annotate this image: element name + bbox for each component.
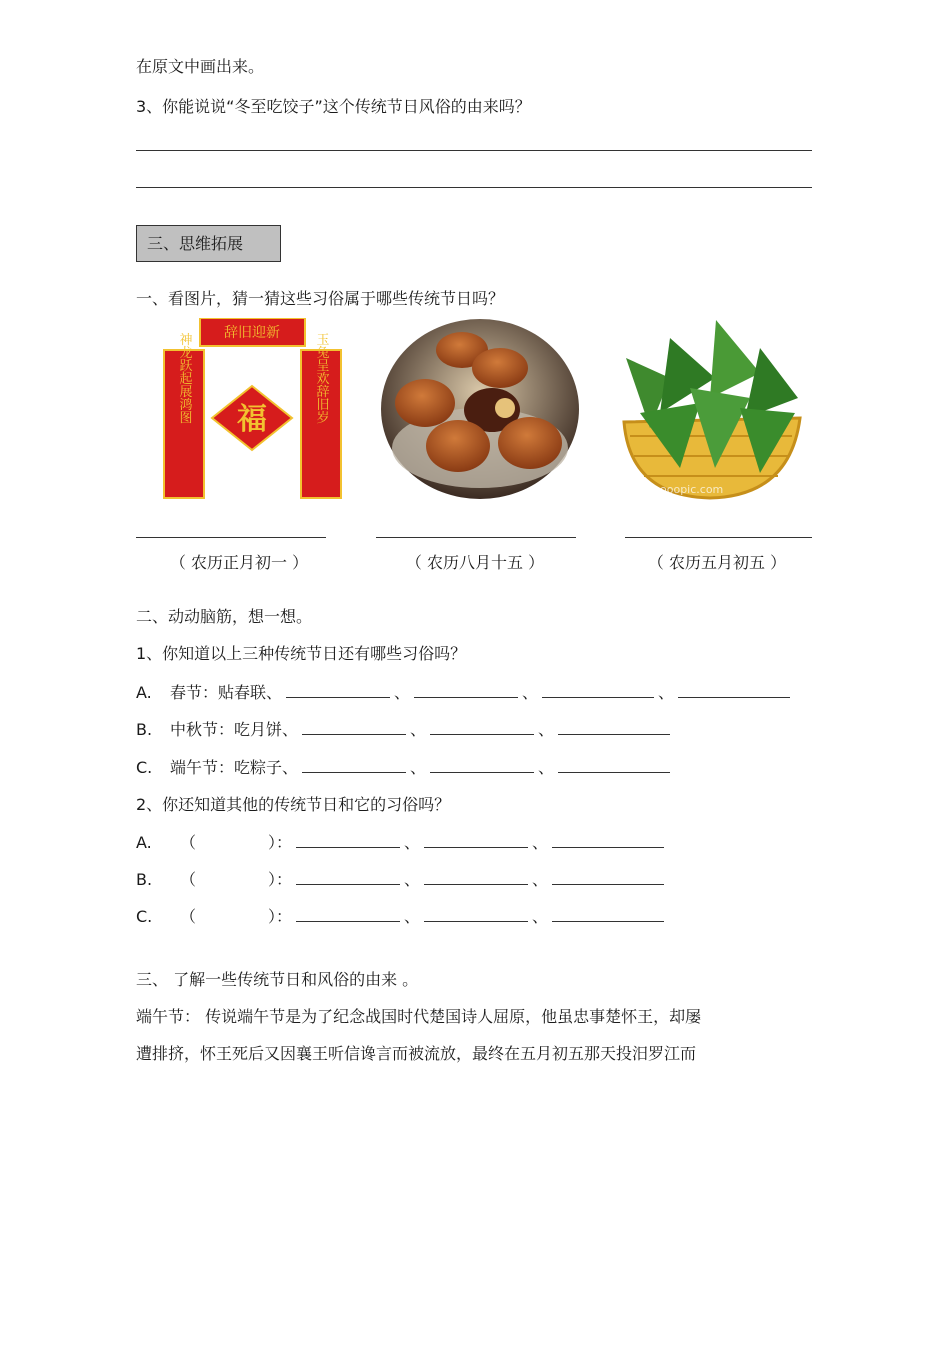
separator: 、 bbox=[538, 758, 555, 777]
blank-field[interactable] bbox=[414, 681, 518, 698]
picture2-answer-line[interactable] bbox=[376, 537, 576, 538]
separator: 、 bbox=[522, 683, 539, 702]
separator: 、 bbox=[394, 683, 411, 702]
picture3-answer: （ 农历五月初五 ） bbox=[647, 553, 787, 572]
separator: 、 bbox=[404, 833, 421, 852]
part3-title: 三、 了解一些传统节日和风俗的由来 。 bbox=[136, 970, 419, 989]
blank-field[interactable] bbox=[424, 905, 528, 922]
blank-field[interactable] bbox=[296, 868, 400, 885]
blank-field[interactable] bbox=[296, 831, 400, 848]
part3-para-line1: 端午节： 传说端午节是为了纪念战国时代楚国诗人屈原，他虽忠事楚怀王，却屡 bbox=[136, 1007, 702, 1026]
item-letter: C. bbox=[136, 907, 153, 926]
item-letter: C. bbox=[136, 758, 153, 777]
picture3-answer-line[interactable] bbox=[625, 537, 812, 538]
item-letter: A. bbox=[136, 683, 152, 702]
picture1-answer: （ 农历正月初一 ） bbox=[169, 553, 309, 572]
blank-field[interactable] bbox=[424, 831, 528, 848]
picture2-answer: （ 农历八月十五 ） bbox=[405, 553, 545, 572]
item-letter: A. bbox=[136, 833, 152, 852]
couplet-left: 神龙跃起展鸿图 bbox=[176, 332, 192, 424]
q1-item-a bbox=[136, 680, 794, 703]
close-paren: ）： bbox=[268, 907, 293, 926]
blank-field[interactable] bbox=[552, 831, 664, 848]
separator: 、 bbox=[410, 758, 427, 777]
blank-field[interactable] bbox=[430, 756, 534, 773]
watermark: ooopic.com bbox=[660, 483, 724, 496]
separator: 、 bbox=[404, 907, 421, 926]
fu-character: 福 bbox=[237, 402, 267, 437]
separator: 、 bbox=[410, 720, 427, 739]
blank-field[interactable] bbox=[552, 868, 664, 885]
section-title-box: 三、思维拓展 bbox=[136, 225, 281, 262]
open-paren: （ bbox=[180, 833, 197, 852]
close-paren: ）： bbox=[268, 833, 293, 852]
spring-couplets-image bbox=[160, 318, 344, 500]
q1-item-c bbox=[136, 755, 674, 778]
part2-q2: 2、你还知道其他的传统节日和它的习俗吗？ bbox=[136, 795, 451, 814]
answer-line-1[interactable] bbox=[136, 150, 812, 151]
q2-item-b bbox=[136, 867, 668, 890]
item-text: 中秋节：吃月饼、 bbox=[170, 720, 299, 739]
question-3: 3、你能说说“冬至吃饺子”这个传统节日风俗的由来吗？ bbox=[136, 97, 531, 116]
blank-field[interactable] bbox=[296, 905, 400, 922]
blank-field[interactable] bbox=[302, 756, 406, 773]
blank-field[interactable] bbox=[542, 681, 654, 698]
mooncakes-image bbox=[380, 318, 580, 500]
item-text: 春节：贴春联、 bbox=[170, 683, 283, 702]
item-letter: B. bbox=[136, 720, 153, 739]
open-paren: （ bbox=[180, 907, 197, 926]
blank-field[interactable] bbox=[302, 718, 406, 735]
separator: 、 bbox=[538, 720, 555, 739]
separator: 、 bbox=[532, 833, 549, 852]
separator: 、 bbox=[658, 683, 675, 702]
picture1-answer-line[interactable] bbox=[136, 537, 326, 538]
part2-title: 二、动动脑筋，想一想。 bbox=[136, 607, 313, 626]
item-letter: B. bbox=[136, 870, 153, 889]
couplet-banner: 辞旧迎新 bbox=[224, 325, 280, 341]
q1-item-b bbox=[136, 717, 674, 740]
separator: 、 bbox=[532, 870, 549, 889]
top-line: 在原文中画出来。 bbox=[136, 57, 265, 76]
close-paren: ）： bbox=[268, 870, 293, 889]
zongzi-image bbox=[620, 318, 802, 500]
blank-field[interactable] bbox=[552, 905, 664, 922]
blank-field[interactable] bbox=[678, 681, 790, 698]
blank-field[interactable] bbox=[286, 681, 390, 698]
item-text: 端午节：吃粽子、 bbox=[170, 758, 299, 777]
part3-para-line2: 遭排挤，怀王死后又因襄王听信谗言而被流放，最终在五月初五那天投汨罗江而 bbox=[136, 1044, 697, 1063]
answer-line-2[interactable] bbox=[136, 187, 812, 188]
separator: 、 bbox=[404, 870, 421, 889]
separator: 、 bbox=[532, 907, 549, 926]
q2-item-a bbox=[136, 830, 668, 853]
blank-field[interactable] bbox=[430, 718, 534, 735]
blank-field[interactable] bbox=[558, 718, 670, 735]
couplet-right: 玉兔呈欢辞旧岁 bbox=[313, 332, 329, 424]
q2-item-c bbox=[136, 904, 668, 927]
open-paren: （ bbox=[180, 870, 197, 889]
blank-field[interactable] bbox=[424, 868, 528, 885]
part1-title: 一、看图片，猜一猜这些习俗属于哪些传统节日吗？ bbox=[136, 289, 505, 308]
part2-q1: 1、你知道以上三种传统节日还有哪些习俗吗？ bbox=[136, 644, 467, 663]
blank-field[interactable] bbox=[558, 756, 670, 773]
